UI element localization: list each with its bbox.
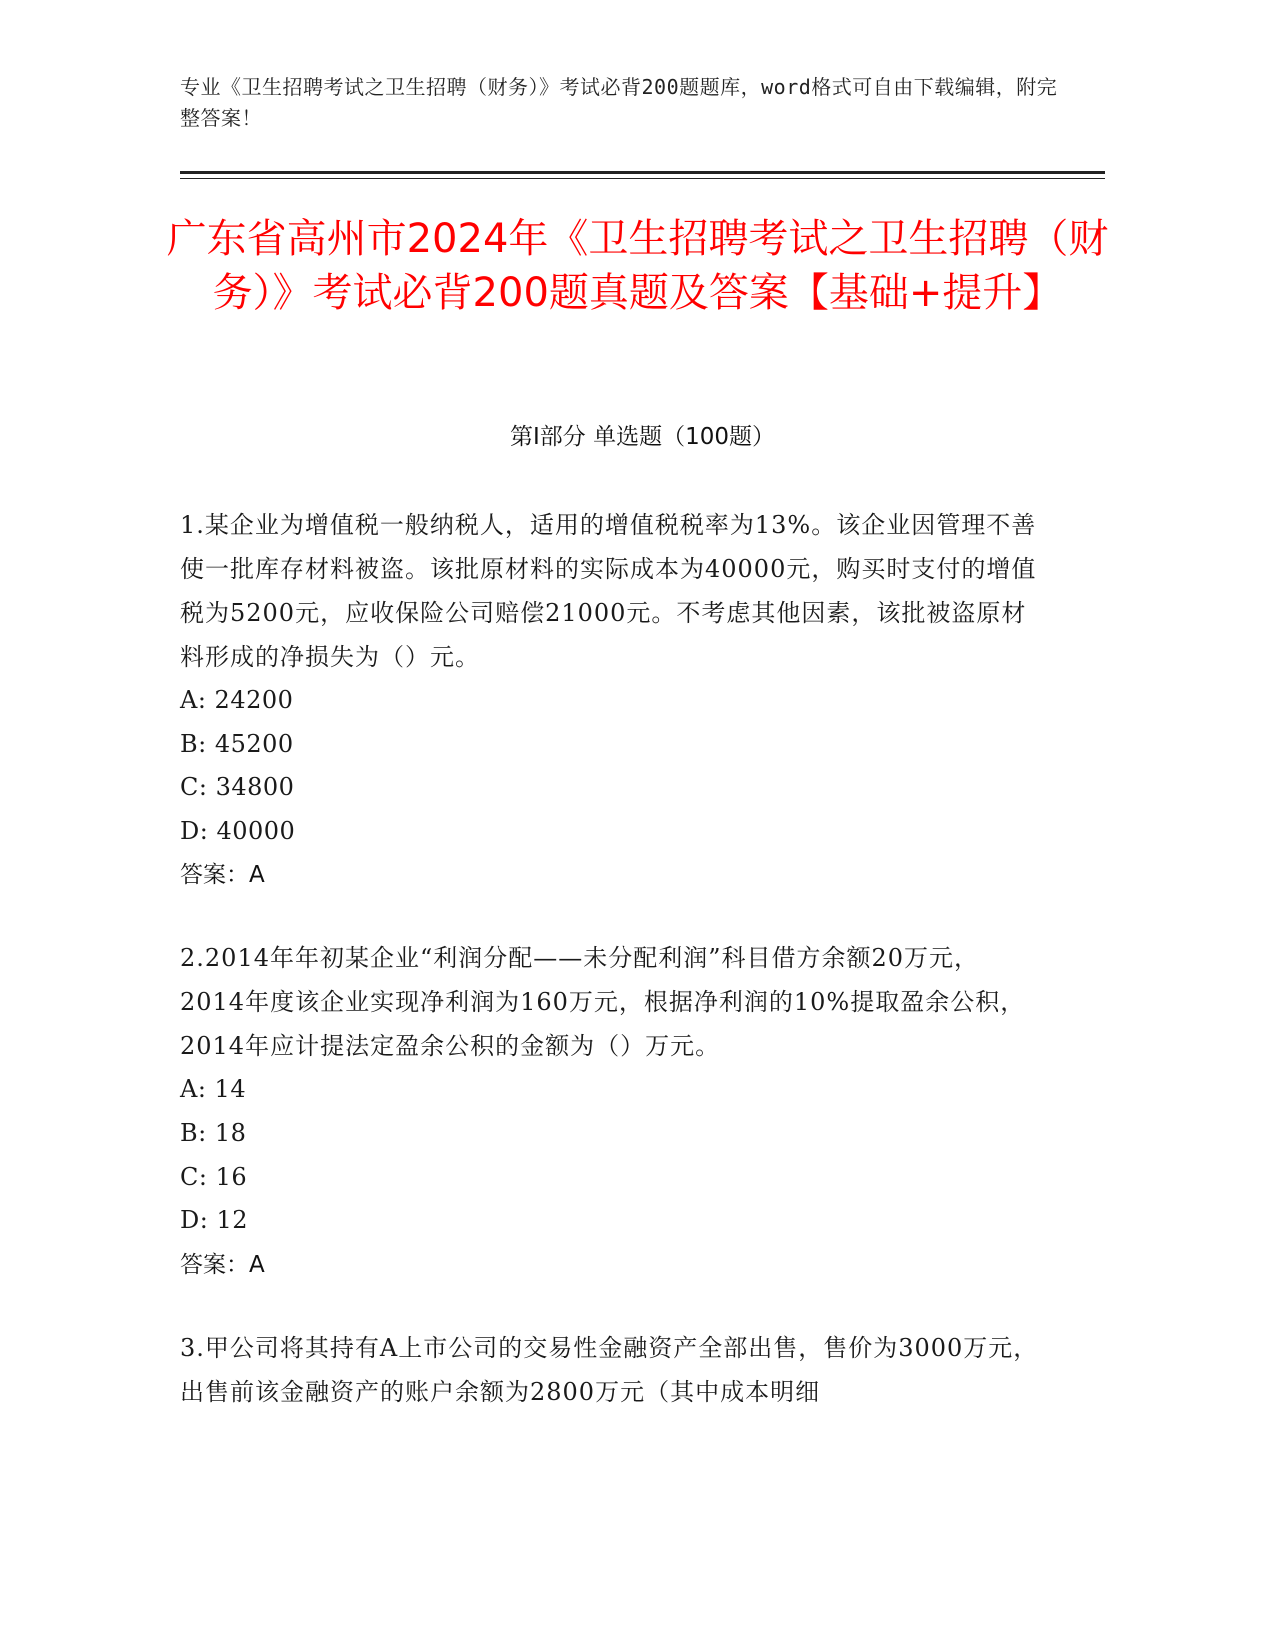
header-divider-thin — [180, 178, 1105, 179]
question-list — [180, 503, 1040, 1453]
option-a: A: 24200 — [180, 686, 294, 714]
question-stem: 1.某企业为增值税一般纳税人，适用的增值税税率为13%。该企业因管理不善使一批库存材料被盗。该批原材料的实际成本为40000元，购买时支付的增值税为5200元，应收保险公司赔偿21000元。不考虑其他因素，该批被盗原材料形成的净损失为（）元。 — [180, 511, 1037, 671]
option-b: B: 18 — [180, 1118, 247, 1147]
question-1 — [180, 503, 1040, 897]
option-a: A: 14 — [180, 1075, 247, 1104]
option-c: C: 34800 — [180, 773, 295, 802]
section-title: 第I部分 单选题（100题） — [510, 424, 775, 450]
question-2 — [180, 936, 1040, 1286]
question-3 — [180, 1326, 1040, 1414]
header-divider-thick — [180, 171, 1105, 174]
option-d: D: 40000 — [180, 816, 296, 845]
question-stem: 3.甲公司将其持有A上市公司的交易性金融资产全部出售，售价为3000万元，出售前该金融资产的账户余额为2800万元（其中成本明细 — [180, 1333, 1039, 1406]
question-stem: 2.2014年年初某企业“利润分配——未分配利润”科目借方余额20万元，2014年度该企业实现净利润为160万元，根据净利润的10%提取盈余公积，2014年应计提法定盈余公积的金额为（）万元。 — [180, 944, 1026, 1061]
option-b: B: 45200 — [180, 729, 294, 758]
option-c: C: 16 — [180, 1162, 248, 1191]
answer: 答案：A — [180, 1251, 265, 1278]
header-note: 专业《卫生招聘考试之卫生招聘（财务）》考试必背200题题库，word格式可自由下载编辑，附完整答案！ — [180, 75, 1058, 130]
document-title: 广东省高州市2024年《卫生招聘考试之卫生招聘（财务）》考试必背200题真题及答案【基础+提升】 — [166, 216, 1109, 316]
answer: 答案：A — [180, 862, 265, 889]
option-d: D: 12 — [180, 1206, 248, 1235]
